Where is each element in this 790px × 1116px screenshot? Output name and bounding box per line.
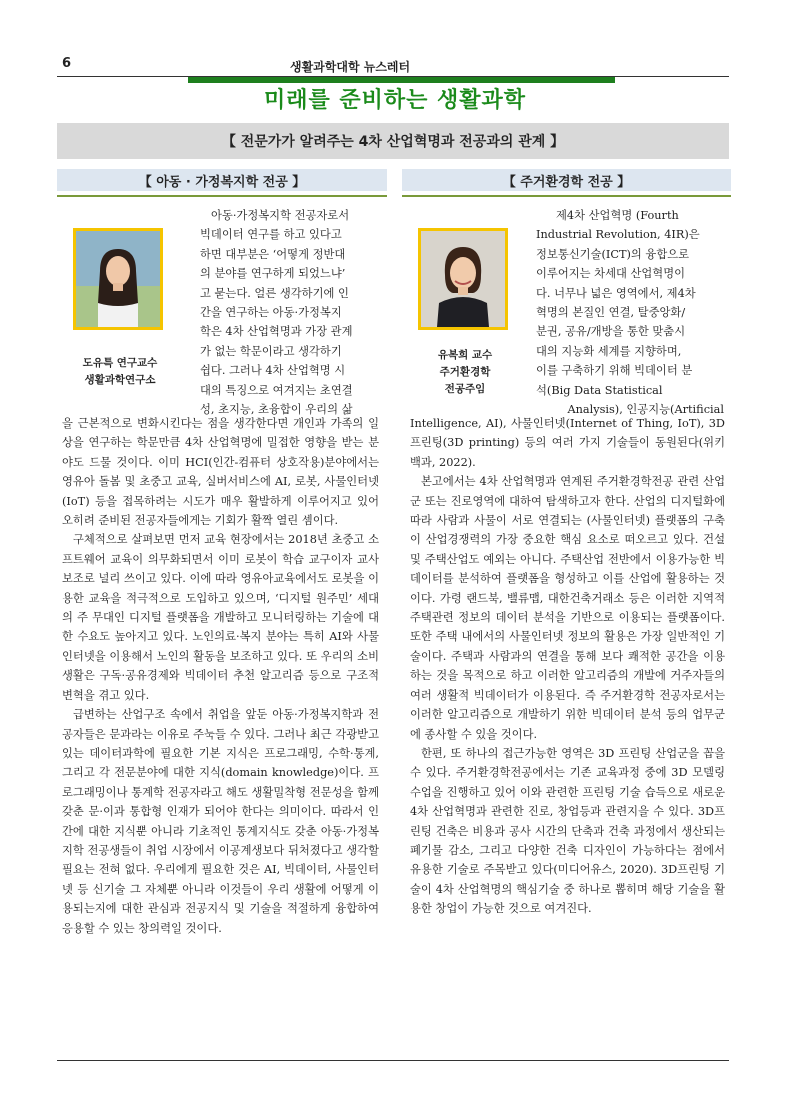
right-intro-line: 제4차 산업혁명 (Fourth — [556, 209, 679, 222]
right-caption — [415, 347, 515, 398]
right-paragraph: 본고에서는 4차 산업혁명과 연계된 주거환경학전공 관련 산업군 또는 진로영역에 대하여 탐색하고자 한다. 산업의 디지털화에 따라 사람과 사물이 서로 연결되는 (사물인터넷) 플랫폼의 구축이 산업경쟁력의 가장 중요한 핵심 요소로 떠오르고 있다. 건설 및 주택산업도 예외는 아니다. 주택산업 전반에서 이용가능한 빅데이터를 분석하여 플랫폼을 형성하고 이를 산업에 활용하는 것이다. 가령 랜드북, 밸류맵, 대한건축거래소 등은 이러한 지역적 주택관련 정보의 데이터 분석을 기반으로 이용되는 플랫폼이다. 또한 주택 내에서의 사물인터넷 정보의 활용은 가장 일반적인 기술이다. 주택과 사람과의 연결을 통해 보다 쾌적한 공간을 이용하는 것을 목적으로 하고 이러한 알고리즘의 개발에 거주자들의 여러 생활적 빅데이터가 이용된다. 즉 주거환경학 전공자로서는 이러한 알고리즘으로 개발하기 위한 빅데이터 분석 등의 업무군에 종사할 수 있을 것이다. — [410, 475, 725, 741]
right-intro-line: 대의 지능화 세계를 지향하며, — [536, 344, 682, 358]
right-paragraph: 한편, 또 하나의 접근가능한 영역은 3D 프린팅 산업군을 꼽을 수 있다. 주거환경학전공에서는 기존 교육과정 중에 3D 모델링 수업을 진행하고 있어 이와 관련한 프린팅 기술 습득으로 새로운 4차 산업혁명과 관련한 진로, 창업등과 관련지을 수 있다. 3D프린팅 건축은 비용과 공사 시간의 단축과 건축 과정에서 생산되는 폐기물 감소, 그리고 다양한 건축 디자인이 가능하다는 점에서 유용한 기술로 주목받고 있다(미디어유스, 2020). 3D프린팅 기술이 4차 산업혁명의 핵심기술 중 하나로 뽑히며 해당 기술을 활용한 창업이 가능한 것으로 여겨진다. — [410, 746, 725, 916]
right-intro-line: 이루어지는 차세대 산업혁명이 — [536, 267, 686, 281]
left-intro-line: 하면 대부분은 ‘어떻게 정반대 — [200, 247, 346, 261]
left-intro-line: 성, 초지능, 초융합이 우리의 삶 — [200, 403, 353, 417]
left-intro-line: 고 묻는다. 얼른 생각하기에 인 — [200, 286, 349, 300]
profile-photo-do — [76, 231, 160, 327]
right-body-text — [410, 414, 725, 919]
right-intro-line: 분권, 공유/개방을 통한 맞춤시 — [536, 325, 686, 339]
left-intro-line: 학은 4차 산업혁명과 가장 관계 — [200, 325, 353, 339]
left-paragraph: 을 근본적으로 변화시킨다는 점을 생각한다면 개인과 가족의 일상을 연구하는 학문만큼 4차 산업혁명에 밀접한 영향을 받는 분야도 드물 것이다. 이미 HCI(인간-컴퓨터 상호작용)분야에서는 영유아 돌봄 및 초중고 교육, 실버서비스에 AI, 로봇, 사물인터넷(IoT) 등을 접목하려는 시도가 매우 활발하게 이루어지고 있어 오히려 준비된 전공자들에게는 기회가 활짝 열린 셈이다. — [62, 417, 379, 528]
right-intro-line: 다. 너무나 넓은 영역에서, 제4차 — [536, 286, 696, 300]
left-caption-name: 도유특 연구교수 — [82, 357, 158, 369]
left-intro-line: 가 없는 학문이라고 생각하기 — [200, 344, 342, 358]
left-intro-line: 대의 특징으로 여겨지는 초연결 — [200, 383, 353, 397]
right-intro-line: Analysis), 인공지능(Artificial — [567, 403, 724, 417]
right-intro-line: 혁명의 본질인 연결, 탈중앙화/ — [536, 306, 686, 320]
right-caption-role: 전공주임 — [444, 383, 486, 395]
right-paragraph: Intelligence, AI), 사물인터넷(Internet of Thing, IoT), 3D 프린팅(3D printing) 등의 여러 가지 기술들이 동원된다(위키백과, 2022). — [410, 417, 725, 469]
right-intro-line: Industrial Revolution, 4IR)은 — [536, 228, 700, 242]
left-body-text — [62, 414, 379, 938]
left-caption-affiliation: 생활과학연구소 — [84, 374, 156, 386]
right-caption-major: 주거환경학 — [439, 366, 491, 378]
left-caption — [70, 355, 170, 389]
left-intro-line: 빅데이터 연구를 하고 있다고 — [200, 228, 342, 242]
left-section-heading: 【 아동 · 가정복지학 전공 】 — [57, 169, 387, 191]
newsletter-title: 생활과학대학 뉴스레터 — [290, 60, 411, 74]
left-intro-line: 아동·가정복지학 전공자로서 — [211, 209, 350, 222]
page-number: 6 — [62, 56, 72, 71]
right-caption-name: 유복희 교수 — [437, 349, 493, 361]
right-intro-text — [536, 206, 724, 419]
right-section-heading: 【 주거환경학 전공 】 — [402, 169, 731, 191]
page-title: 미래를 준비하는 생활과학 — [263, 88, 527, 113]
profile-photo-yu — [421, 231, 505, 327]
right-section-rule — [402, 195, 731, 197]
left-section-rule — [57, 195, 387, 197]
left-intro-text — [200, 206, 379, 419]
footer-rule — [57, 1060, 729, 1061]
right-intro-line: 석(Big Data Statistical — [536, 383, 663, 397]
left-intro-line: 쉽다. 그러나 4차 산업혁명 시 — [200, 364, 346, 378]
right-intro-line: 정보통신기술(ICT)의 융합으로 — [536, 247, 690, 261]
left-paragraph: 급변하는 산업구조 속에서 취업을 앞둔 아동·가정복지학과 전공자들은 문과라는 이유로 주눅들 수 있다. 그러나 최근 각광받고 있는 데이터과학에 필요한 기본 지식은 프로그래밍, 수학·통계, 그리고 각 전문분야에 대한 지식(domain knowledge)이다. 프로그래밍이나 통계학 전공자라고 해도 생활밀착형 전문성을 함께 갖춘 문·이과 통합형 인재가 되어야 한다는 의미이다. 따라서 인간에 대한 지식뿐 아니라 기초적인 통계지식도 갖춘 아동·가정복지학 전공생들이 취업 시장에서 이공계생보다 뒤처졌다고 생각할 필요는 전혀 없다. 우리에게 필요한 것은 AI, 빅데이터, 사물인터넷 등 신기술 그 자체뿐 아니라 이것들이 우리 생활에 어떻게 이용되는지에 대한 관심과 전공지식 및 기술을 적절하게 융합하여 응용할 수 있는 창의력일 것이다. — [62, 708, 379, 935]
left-paragraph: 구체적으로 살펴보면 먼저 교육 현장에서는 2018년 초중고 소프트웨어 교육이 의무화되면서 이미 로봇이 학습 교구이자 교사 보조로 널리 쓰이고 있다. 이에 따라 영유아교육에서도 로봇을 이용한 교육을 적극적으로 도입하고 있으며, ‘디지털 원주민’ 세대의 주 무대인 디지털 플랫폼을 개발하고 모니터링하는 기술에 대한 수요도 높아지고 있다. 노인의료·복지 분야는 특히 AI와 사물인터넷을 이용해서 노인의 활동을 보조하고 있다. 또 우리의 소비생활은 구독·공유경제와 빅데이터 추천 알고리즘 등으로 구조적 변혁을 겪고 있다. — [62, 533, 379, 702]
topic-banner: 【 전문가가 알려주는 4차 산업혁명과 전공과의 관계 】 — [57, 123, 729, 159]
left-intro-line: 간을 연구하는 아동·가정복지 — [200, 306, 342, 320]
left-intro-line: 의 분야를 연구하게 되었느냐’ — [200, 267, 346, 281]
right-intro-line: 이를 구축하기 위해 빅데이터 분 — [536, 364, 693, 378]
